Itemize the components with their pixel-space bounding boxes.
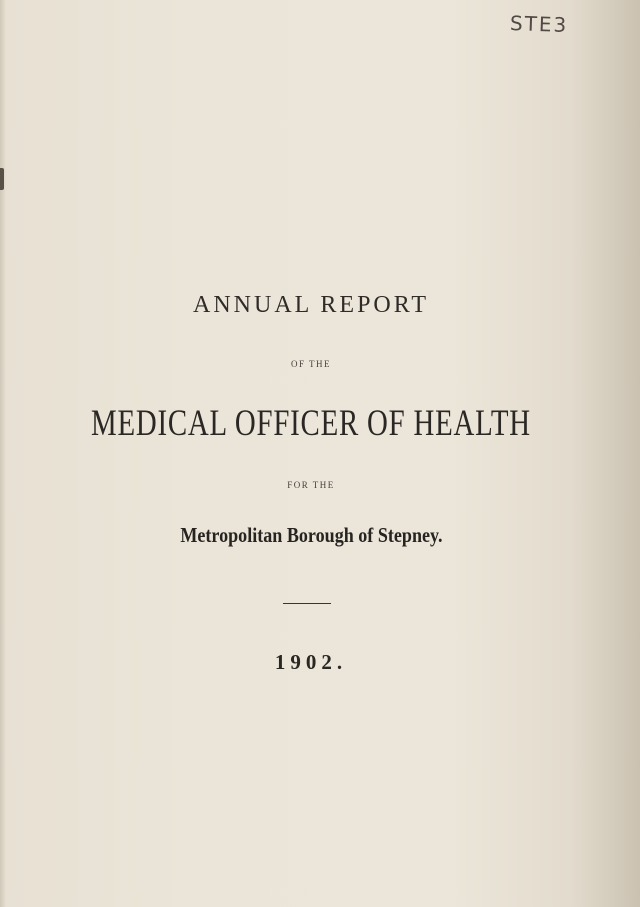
report-heading: ANNUAL REPORT [192,292,429,318]
binding-mark [0,168,4,190]
borough-name [0,523,622,548]
handwritten-shelfmark: STE3 [509,10,569,38]
report-subject-text: MEDICAL OFFICER OF HEALTH [91,403,531,444]
divider-rule [283,603,331,604]
connector-of-the: OF THE [290,359,332,369]
borough-name-text: Metropolitan Borough of Stepney. [179,523,443,547]
connector-for-the: FOR THE [287,480,335,490]
report-subject [0,402,622,445]
report-year: 1902. [274,650,348,674]
